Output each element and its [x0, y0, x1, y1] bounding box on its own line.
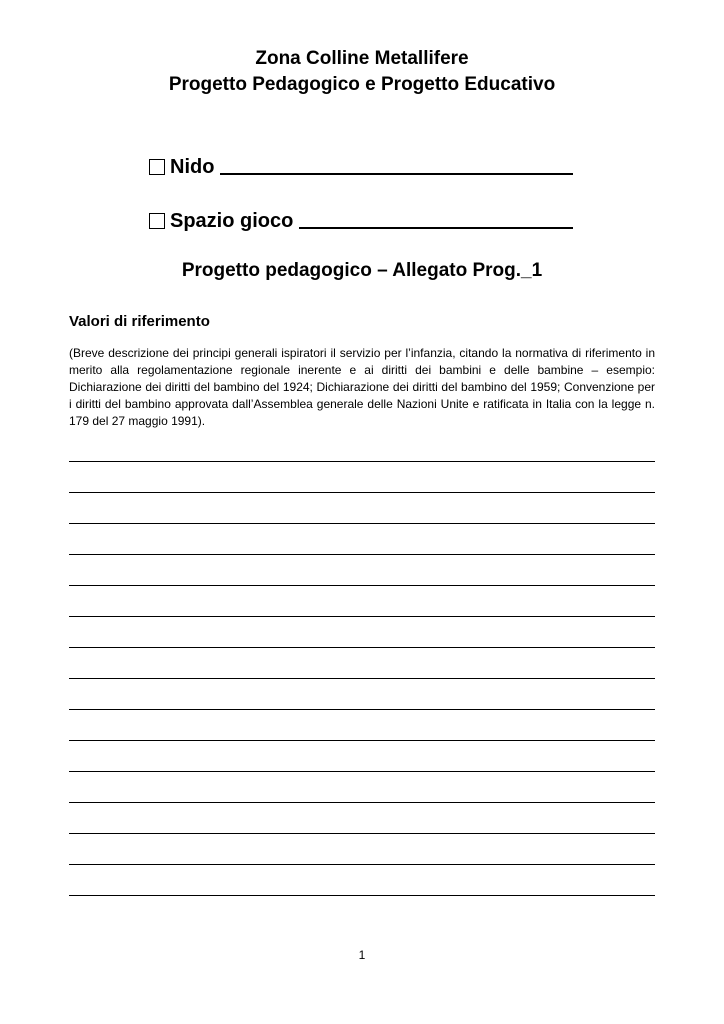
writing-line[interactable] — [69, 678, 655, 679]
writing-line[interactable] — [69, 771, 655, 772]
writing-line[interactable] — [69, 833, 655, 834]
spazio-gioco-fill-line[interactable] — [299, 227, 573, 229]
document-title-organization: Zona Colline Metallifere — [255, 48, 469, 69]
writing-line[interactable] — [69, 647, 655, 648]
attachment-title: Progetto pedagogico – Allegato Prog._1 — [181, 260, 543, 281]
writing-line[interactable] — [69, 523, 655, 524]
writing-line[interactable] — [69, 461, 655, 462]
spazio-gioco-label: Spazio gioco — [170, 210, 294, 232]
writing-line[interactable] — [69, 864, 655, 865]
nido-option — [149, 151, 579, 179]
nido-checkbox[interactable] — [149, 159, 165, 175]
writing-line[interactable] — [69, 554, 655, 555]
page-number: 1 — [358, 948, 366, 962]
writing-line[interactable] — [69, 616, 655, 617]
writing-line[interactable] — [69, 709, 655, 710]
spazio-gioco-option — [149, 205, 579, 233]
section-description: (Breve descrizione dei principi generali ispiratori il servizio per l’infanzia, citando la normativa di riferimento in merito alla regolamentazione regionale inerente e ai diritti dei bambini e delle bambine – esempio: Dichiarazione dei diritti del bambino del 1924; Dichiarazione dei diritti del bambino del 1959; Convenzione per i diritti del bambino approvata dall’Assemblea generale delle Nazioni Unite e ratificata in Italia con la legge n. 179 del 27 maggio 1991). — [69, 346, 655, 428]
writing-line[interactable] — [69, 802, 655, 803]
section-heading: Valori di riferimento — [69, 313, 210, 330]
nido-fill-line[interactable] — [220, 173, 573, 175]
writing-line[interactable] — [69, 492, 655, 493]
writing-line[interactable] — [69, 740, 655, 741]
writing-line[interactable] — [69, 895, 655, 896]
nido-label: Nido — [170, 156, 215, 178]
writing-line[interactable] — [69, 585, 655, 586]
document-title-project: Progetto Pedagogico e Progetto Educativo — [168, 74, 556, 95]
spazio-gioco-checkbox[interactable] — [149, 213, 165, 229]
